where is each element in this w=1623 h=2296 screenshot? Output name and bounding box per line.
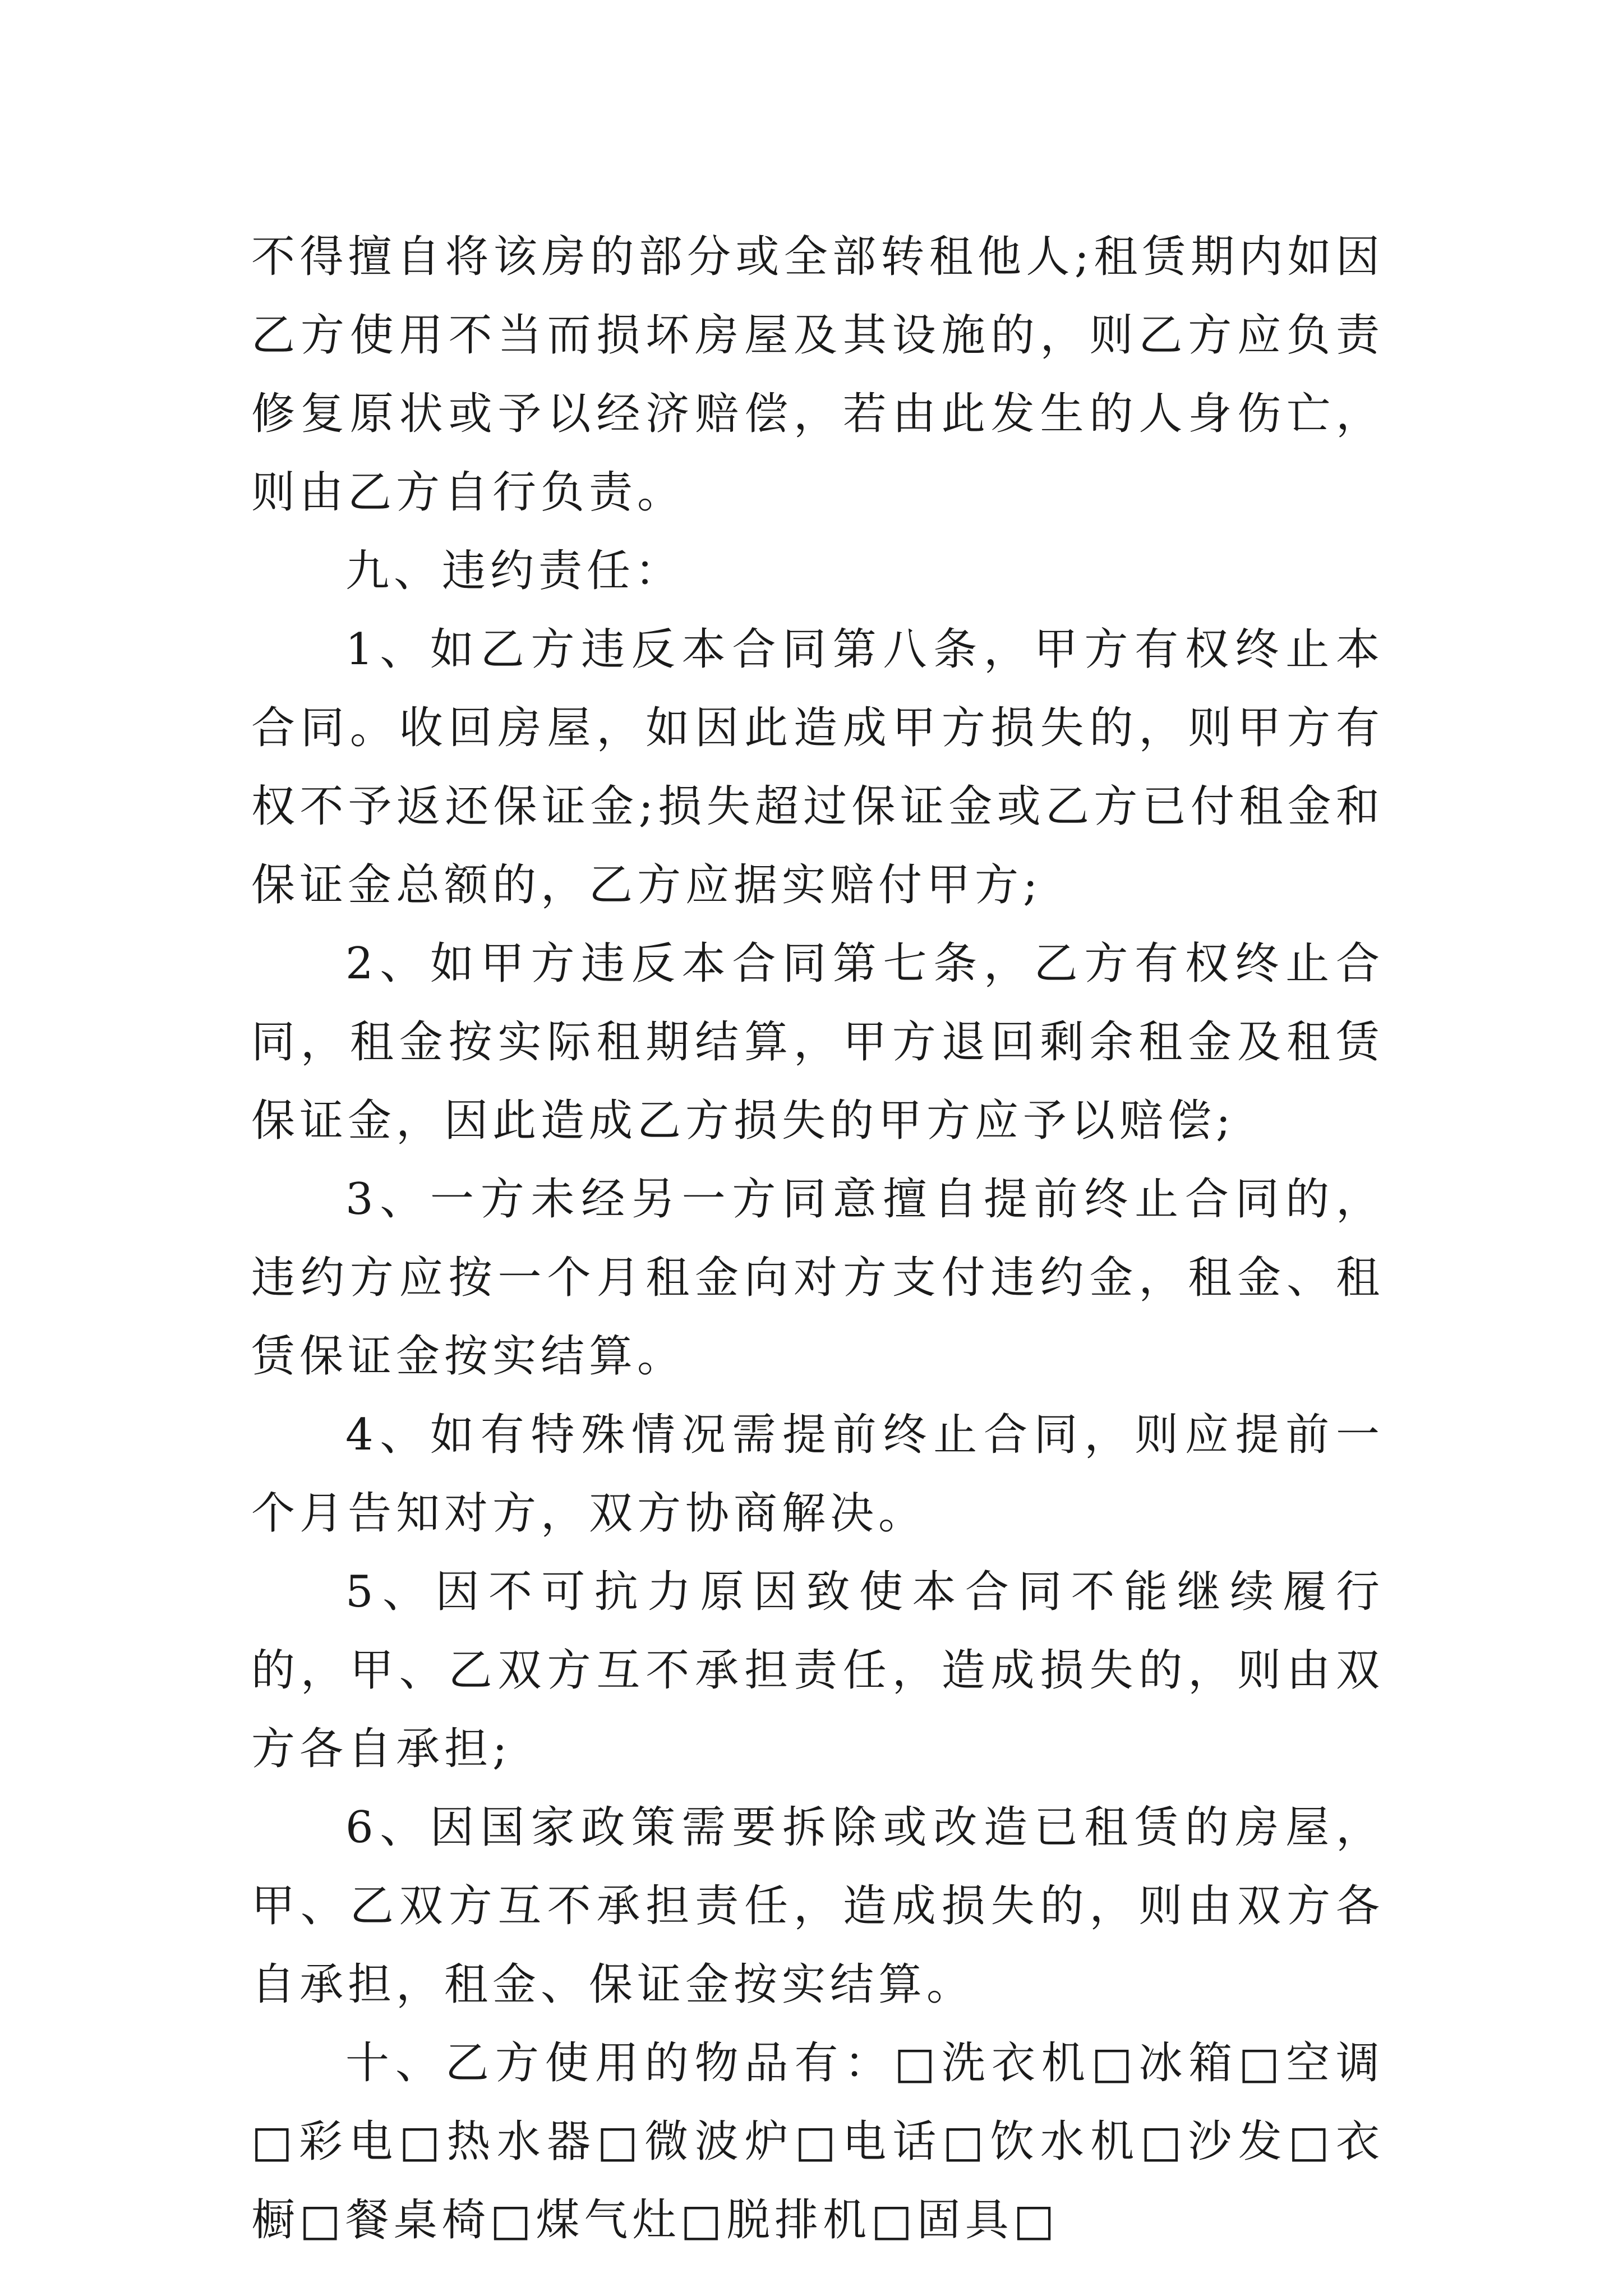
paragraph-sublease-damage: 不得擅自将该房的部分或全部转租他人;租赁期内如因乙方使用不当而损坏房屋及其设施的，则乙方应负责修复原状或予以经济赔偿，若由此发生的人身伤亡，则由乙方自行负责。 [251, 232, 1384, 518]
clause-3-early-termination: 3、一方未经另一方同意擅自提前终止合同的，违约方应按一个月租金向对方支付违约金，租金、租赁保证金按实结算。 [251, 1174, 1384, 1382]
document-body [251, 218, 1384, 2260]
clause-2-landlord-breach: 2、如甲方违反本合同第七条，乙方有权终止合同，租金按实际租期结算，甲方退回剩余租金及租赁保证金，因此造成乙方损失的甲方应予以赔偿; [251, 938, 1384, 1146]
clause-5-force-majeure: 5、因不可抗力原因致使本合同不能继续履行的，甲、乙双方互不承担责任，造成损失的，则由双方各自承担; [251, 1567, 1384, 1774]
section-ten-items-list: 十、乙方使用的物品有：□洗衣机□冰箱□空调□彩电□热水器□微波炉□电话□饮水机□沙发□衣橱□餐桌椅□煤气灶□脱排机□固具□ [251, 2038, 1384, 2246]
section-heading-breach-liability: 九、违约责任： [345, 546, 684, 596]
clause-6-government-policy: 6、因国家政策需要拆除或改造已租赁的房屋，甲、乙双方互不承担责任，造成损失的，则由双方各自承担，租金、保证金按实结算。 [251, 1802, 1384, 2010]
clause-4-special-circumstances: 4、如有特殊情况需提前终止合同，则应提前一个月告知对方，双方协商解决。 [251, 1410, 1384, 1539]
clause-1-tenant-breach: 1、如乙方违反本合同第八条，甲方有权终止本合同。收回房屋，如因此造成甲方损失的，则甲方有权不予返还保证金;损失超过保证金或乙方已付租金和保证金总额的，乙方应据实赔付甲方; [251, 624, 1384, 910]
